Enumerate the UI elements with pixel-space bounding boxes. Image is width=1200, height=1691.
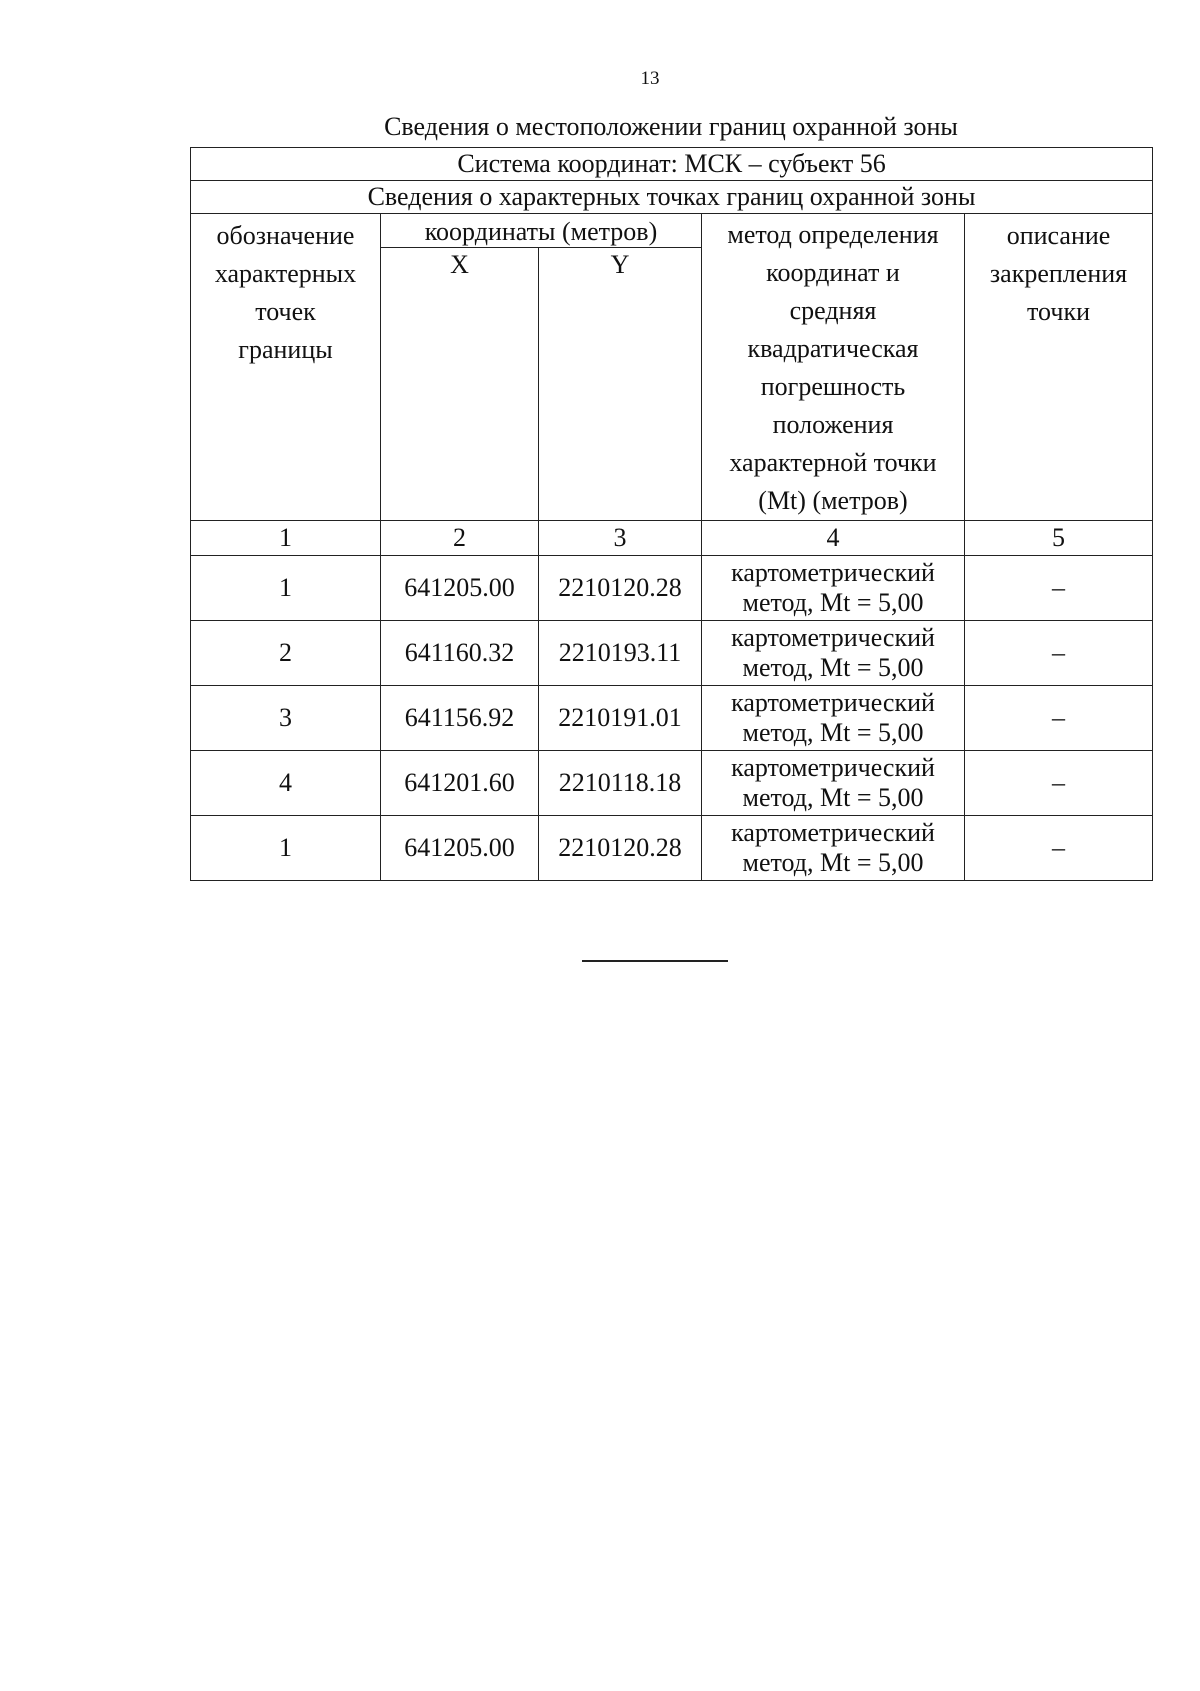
header-fixing-line: закрепления: [989, 259, 1128, 288]
document-title: Сведения о местоположении границ охранной зоны: [384, 112, 958, 141]
method-line: картометрический: [731, 688, 935, 717]
fixing-cell: –: [965, 751, 1153, 816]
method-line: картометрический: [731, 753, 935, 782]
header-y: Y: [539, 248, 702, 521]
y-coordinate-cell: 2210120.28: [539, 556, 702, 621]
table-row: [191, 751, 1153, 816]
header-method-line: квадратическая: [747, 334, 919, 363]
boundary-points-table: [190, 147, 1153, 881]
y-coordinate-cell: 2210193.11: [539, 621, 702, 686]
end-divider-line: [582, 960, 728, 962]
header-point-line: точек: [255, 297, 316, 326]
table-row: [191, 556, 1153, 621]
x-coordinate-cell: 641205.00: [381, 816, 539, 881]
header-point-line: характерных: [214, 259, 357, 288]
header-point-line: обозначение: [216, 221, 355, 250]
header-method-line: характерной точки: [729, 448, 937, 477]
method-cell: [702, 816, 965, 881]
table-row: [191, 816, 1153, 881]
point-number-cell: 3: [191, 686, 381, 751]
x-coordinate-cell: 641160.32: [381, 621, 539, 686]
header-method-line: положения: [772, 410, 894, 439]
header-method: [702, 214, 965, 521]
method-cell: [702, 621, 965, 686]
header-coordinates-group: координаты (метров): [381, 214, 702, 248]
column-number: 1: [191, 521, 381, 556]
x-coordinate-cell: 641205.00: [381, 556, 539, 621]
coordinate-system-row: [191, 148, 1153, 181]
point-number-cell: 1: [191, 816, 381, 881]
y-coordinate-cell: 2210191.01: [539, 686, 702, 751]
coordinate-system-cell: Система координат: МСК – субъект 56: [191, 148, 1153, 181]
header-point-designation: [191, 214, 381, 521]
table-row: [191, 686, 1153, 751]
method-line: метод, Mt = 5,00: [742, 848, 924, 877]
method-line: картометрический: [731, 818, 935, 847]
point-number-cell: 2: [191, 621, 381, 686]
method-line: картометрический: [731, 558, 935, 587]
page-number: 13: [640, 68, 660, 89]
x-coordinate-cell: 641201.60: [381, 751, 539, 816]
y-coordinate-cell: 2210118.18: [539, 751, 702, 816]
header-method-line: координат и: [766, 258, 900, 287]
column-number: 3: [539, 521, 702, 556]
fixing-cell: –: [965, 621, 1153, 686]
table-row: [191, 621, 1153, 686]
header-x: X: [381, 248, 539, 521]
point-number-cell: 1: [191, 556, 381, 621]
method-cell: [702, 751, 965, 816]
header-fixing-line: описание: [1006, 221, 1111, 250]
method-line: метод, Mt = 5,00: [742, 653, 924, 682]
method-line: метод, Mt = 5,00: [742, 783, 924, 812]
points-info-row: [191, 181, 1153, 214]
method-cell: [702, 686, 965, 751]
method-line: картометрический: [731, 623, 935, 652]
method-line: метод, Mt = 5,00: [742, 718, 924, 747]
header-fixing-line: точки: [1027, 297, 1090, 326]
header-method-line: (Mt) (метров): [758, 486, 908, 515]
column-number: 5: [965, 521, 1153, 556]
fixing-cell: –: [965, 686, 1153, 751]
fixing-cell: –: [965, 816, 1153, 881]
header-fixing-description: [965, 214, 1153, 521]
header-row: [191, 214, 1153, 248]
header-method-line: погрешность: [760, 372, 906, 401]
column-number: 4: [702, 521, 965, 556]
column-number: 2: [381, 521, 539, 556]
x-coordinate-cell: 641156.92: [381, 686, 539, 751]
header-point-line: границы: [238, 335, 333, 364]
header-method-line: средняя: [789, 296, 877, 325]
column-numbers-row: [191, 521, 1153, 556]
y-coordinate-cell: 2210120.28: [539, 816, 702, 881]
method-cell: [702, 556, 965, 621]
fixing-cell: –: [965, 556, 1153, 621]
points-info-cell: Сведения о характерных точках границ охранной зоны: [191, 181, 1153, 214]
method-line: метод, Mt = 5,00: [742, 588, 924, 617]
header-method-line: метод определения: [727, 220, 939, 249]
point-number-cell: 4: [191, 751, 381, 816]
